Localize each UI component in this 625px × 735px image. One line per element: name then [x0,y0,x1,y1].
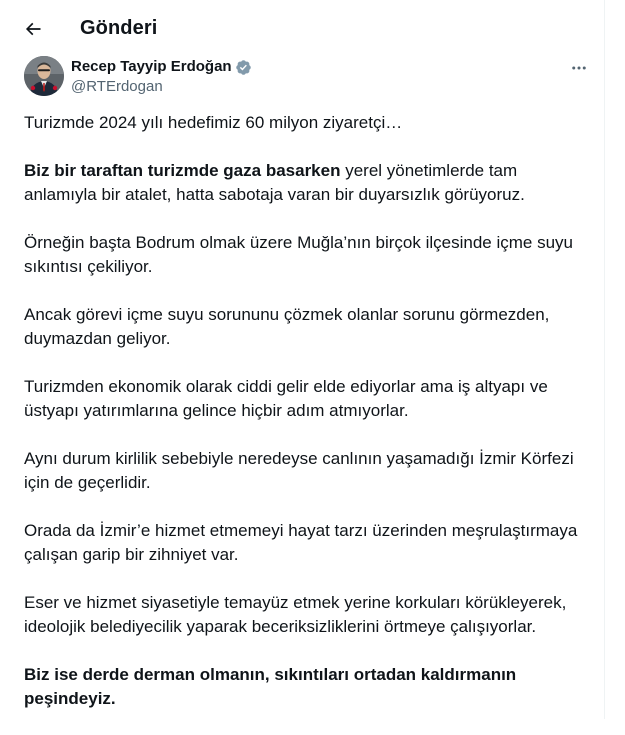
post-paragraph: Ancak görevi içme suyu sorununu çözmek olanlar sorunu görmezden, duymazdan geliyor. [24,305,555,348]
back-button[interactable] [16,12,50,46]
post-paragraph: Orada da İzmir’e hizmet etmemeyi hayat tarzı üzerinden meşrulaştırmaya çalışan garip bir zihniyet var. [24,521,583,564]
more-options-button[interactable] [563,56,595,80]
page-title: Gönderi [80,17,158,39]
avatar-image [24,56,64,96]
author-handle[interactable]: @RTErdogan [71,78,163,95]
post-paragraph: Aynı durum kirlilik sebebiyle neredeyse canlının yaşamadığı İzmir Körfezi için de geçerlidir. [24,449,579,492]
author-name-link[interactable] [71,57,252,77]
post-paragraph: Eser ve hizmet siyasetiyle temayüz etmek yerine korkuları körükleyerek, ideolojik belediyecilik yaparak beceriksizliklerini örtmeye çalışıyorlar. [24,593,572,636]
author-name: Recep Tayyip Erdoğan [71,58,232,75]
post-paragraph: Turizmden ekonomik olarak ciddi gelir elde ediyorlar ama iş altyapı ve üstyapı yatırımlarına gelince hiçbir adım atmıyorlar. [24,377,553,420]
post-paragraph: Biz ise derde derman olmanın, sıkıntıları ortadan kaldırmanın peşindeyiz. [24,665,521,708]
arrow-left-icon [23,19,43,39]
page-header [0,0,604,56]
post-paragraph: Turizmde 2024 yılı hedefimiz 60 milyon ziyaretçi… [24,113,403,132]
more-horizontal-icon [570,59,588,77]
post-author [24,56,594,96]
verified-badge-icon[interactable] [235,59,252,76]
avatar[interactable] [24,56,64,96]
post-text [24,111,594,735]
post-paragraph: Örneğin başta Bodrum olmak üzere Muğla’nın birçok ilçesinde içme suyu sıkıntısı çekiliyor. [24,233,578,276]
post-paragraph: Biz bir taraftan turizmde gaza basarken yerel yönetimlerde tam anlamıyla bir atalet, hatta sabotaja varan bir duyarsızlık görüyoruz. [24,161,525,204]
